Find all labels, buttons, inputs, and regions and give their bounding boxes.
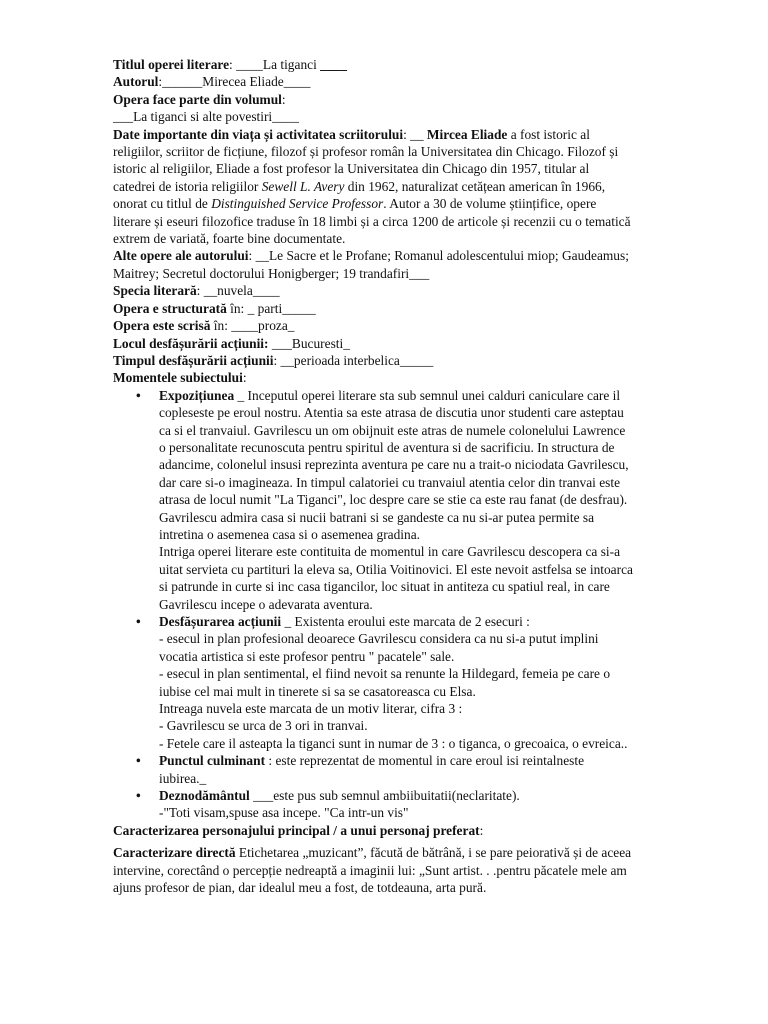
bio-text: . Autor a 30 de volume științifice, opere literare și eseuri filozofice traduse în 18 limbi și a circa 1200 de articole și recenzii cu o tematică extrem de variată, foarte bine documentate. bbox=[113, 196, 631, 247]
moment-line: Intreaga nuvela este marcata de un motiv literar, cifra 3 : bbox=[159, 701, 463, 717]
moment-text: ___este pus sub semnul ambiibuitatii(neclaritate). bbox=[249, 788, 520, 804]
field-structure bbox=[113, 300, 633, 317]
field-volume bbox=[113, 91, 633, 108]
moment-label: Deznodământul bbox=[159, 788, 250, 804]
moment-paragraph bbox=[159, 387, 633, 509]
field-time bbox=[113, 352, 633, 369]
moment-paragraph bbox=[159, 787, 633, 804]
field-separator: : bbox=[479, 822, 484, 838]
field-separator: : ____ bbox=[229, 57, 263, 72]
field-label: Date importante din viața și activitatea scriitorului bbox=[113, 126, 404, 142]
bio-text: a fost istoric al religiilor, scriitor de ficțiune, filozof și profesor român la Universitatea din Chicago. Filozof și istoric al religiilor, Eliade a fost profesor la Universitatea din Chicago din 1957, titular al catedrei de istoria religiilor bbox=[113, 126, 619, 194]
field-species bbox=[113, 282, 633, 299]
moment-text: _ Inceputul operei literare sta sub semnul unei calduri caniculare care il copleseste pe eroul nostru. Atentia sa este atrasa de discutia unor studenti care asteptau ca si el tranvaiul. Gavrilescu un om obijnuit este atras de numele colonelului Lawrence o personalitate recunoscuta pentru spiritul de aventura si de sacrificiu. In structura de adancime, colonelul insusi reprezinta aventura pe care nu a trait-o niciodata Gavrilescu, dar care si-o imagineaza. In timpul calatoriei cu tranvaiul atentia celor din tranvai este atrasa de locul numit "La Tiganci", loc despre care se stie ca este rau fanat (de desfrau). bbox=[159, 387, 629, 508]
field-value: în: _ parti_____ bbox=[226, 300, 316, 316]
moment-label: Punctul culminant bbox=[159, 753, 266, 769]
field-value: La tiganci bbox=[262, 57, 321, 72]
field-label: Momentele subiectului bbox=[113, 370, 243, 386]
author-name: Mircea Eliade bbox=[426, 126, 508, 142]
field-label: Opera este scrisă bbox=[113, 318, 211, 334]
field-label: Titlul operei literare bbox=[113, 57, 230, 72]
moment-quote: -"Toti visam,spuse asa incepe. "Ca intr-un vis" bbox=[159, 805, 409, 821]
section-heading: Caracterizarea personajului principal / a unui personaj preferat bbox=[113, 822, 480, 838]
moment-development bbox=[159, 613, 633, 752]
field-label: Caracterizare directă bbox=[113, 845, 236, 861]
field-value: : __Le Sacre et le Profane; Romanul adolescentului miop; Gaudeamus; Maitrey; Secretul doctorului Honigberger; 19 trandafiri___ bbox=[113, 248, 629, 281]
field-label: Locul desfășurării acțiunii: bbox=[113, 335, 269, 351]
moment-paragraph: Gavrilescu admira casa si nucii batrani si se gandeste ca nu si-ar putea permite sa intretina o asemenea casa si o asemenea gradina. bbox=[159, 509, 595, 542]
moment-paragraph: Intriga operei literare este contituita de momentul in care Gavrilescu descopera ca si-a uitat servieta cu partituri la eleva sa, Otilia Voitinovici. El este nevoit astfelsa se intoarca si patrunde in curte si inc casa tigancilor, loc situat in antiteza cu spatiul real, in care Gavrilescu incepe o adevarata aventura. bbox=[159, 544, 633, 612]
field-written-in bbox=[113, 317, 633, 334]
moment-line: - Fetele care il asteapta la tiganci sunt in numar de 3 : o tiganca, o grecoaica, o evreica.. bbox=[159, 735, 628, 751]
field-label: Alte opere ale autorului bbox=[113, 248, 249, 264]
field-value: Etichetarea „muzicant”, făcută de bătrână, i se pare peiorativă și de aceea intervine, corectând o percepție nedreaptă a imaginii lui: „Sunt artist. . .pentru păcatele mele am ajuns profesor de pian, dar idealul meu a fost, de totdeauna, arta pură. bbox=[113, 845, 632, 896]
moment-line: - esecul in plan profesional deoarece Gavrilescu considera ca nu si-a putut implini vocatia artistica si este profesor pentru " pacatele" sale. bbox=[159, 631, 599, 664]
bio-italic: Distinguished Service Professor bbox=[211, 196, 384, 212]
bio-italic: Sewell L. Avery bbox=[261, 178, 345, 194]
moment-text: : este reprezentat de momentul in care eroul isi reintalneste iubirea._ bbox=[159, 753, 585, 786]
moment-line: - esecul in plan sentimental, el fiind nevoit sa renunte la Hildegard, femeia pe care o iubise cel mai mult in tinerete si sa se casatoreasca cu Elsa. bbox=[159, 666, 611, 699]
moment-climax bbox=[159, 752, 633, 787]
field-volume-value: ___La tiganci si alte povestiri____ bbox=[113, 109, 299, 125]
field-tail: ____ bbox=[320, 57, 347, 72]
moment-paragraph bbox=[159, 613, 633, 630]
field-moments bbox=[113, 369, 633, 386]
field-place bbox=[113, 335, 633, 352]
field-label: Autorul bbox=[113, 74, 159, 90]
moment-exposition bbox=[159, 387, 633, 613]
field-label: Timpul desfășurării acțiunii bbox=[113, 352, 274, 368]
field-author bbox=[113, 73, 633, 90]
moments-list bbox=[113, 387, 633, 822]
field-separator: : bbox=[281, 91, 286, 107]
character-heading bbox=[113, 822, 633, 839]
field-title bbox=[113, 56, 633, 73]
document-page bbox=[113, 56, 633, 897]
character-direct bbox=[113, 844, 633, 896]
bio-text: din 1962, naturalizat cetățean american în 1966, onorat cu titlul de bbox=[113, 178, 606, 212]
moment-ending bbox=[159, 787, 633, 822]
field-value: ___Bucuresti_ bbox=[268, 335, 350, 351]
moment-line: - Gavrilescu se urca de 3 ori in tranvai. bbox=[159, 718, 368, 734]
field-value: Mirecea Eliade bbox=[202, 74, 284, 90]
moment-label: Desfășurarea acțiunii bbox=[159, 614, 282, 629]
field-other-works bbox=[113, 247, 633, 282]
field-separator: :______ bbox=[158, 74, 203, 90]
moment-text: _ Existenta eroului este marcata de 2 esecuri : bbox=[281, 614, 530, 629]
field-value: : __perioada interbelica_____ bbox=[273, 352, 434, 368]
field-label: Opera face parte din volumul bbox=[113, 91, 282, 107]
field-value: în: ____proza_ bbox=[210, 318, 295, 334]
field-label: Specia literară bbox=[113, 283, 197, 299]
field-value: : __nuvela____ bbox=[196, 283, 280, 299]
field-biography bbox=[113, 126, 633, 248]
field-tail: ____ bbox=[283, 74, 311, 90]
field-label: Opera e structurată bbox=[113, 300, 227, 316]
field-separator: : bbox=[242, 370, 247, 386]
moment-label: Expozițiunea bbox=[159, 387, 235, 403]
field-separator: : __ bbox=[403, 126, 427, 142]
moment-paragraph bbox=[159, 752, 633, 787]
